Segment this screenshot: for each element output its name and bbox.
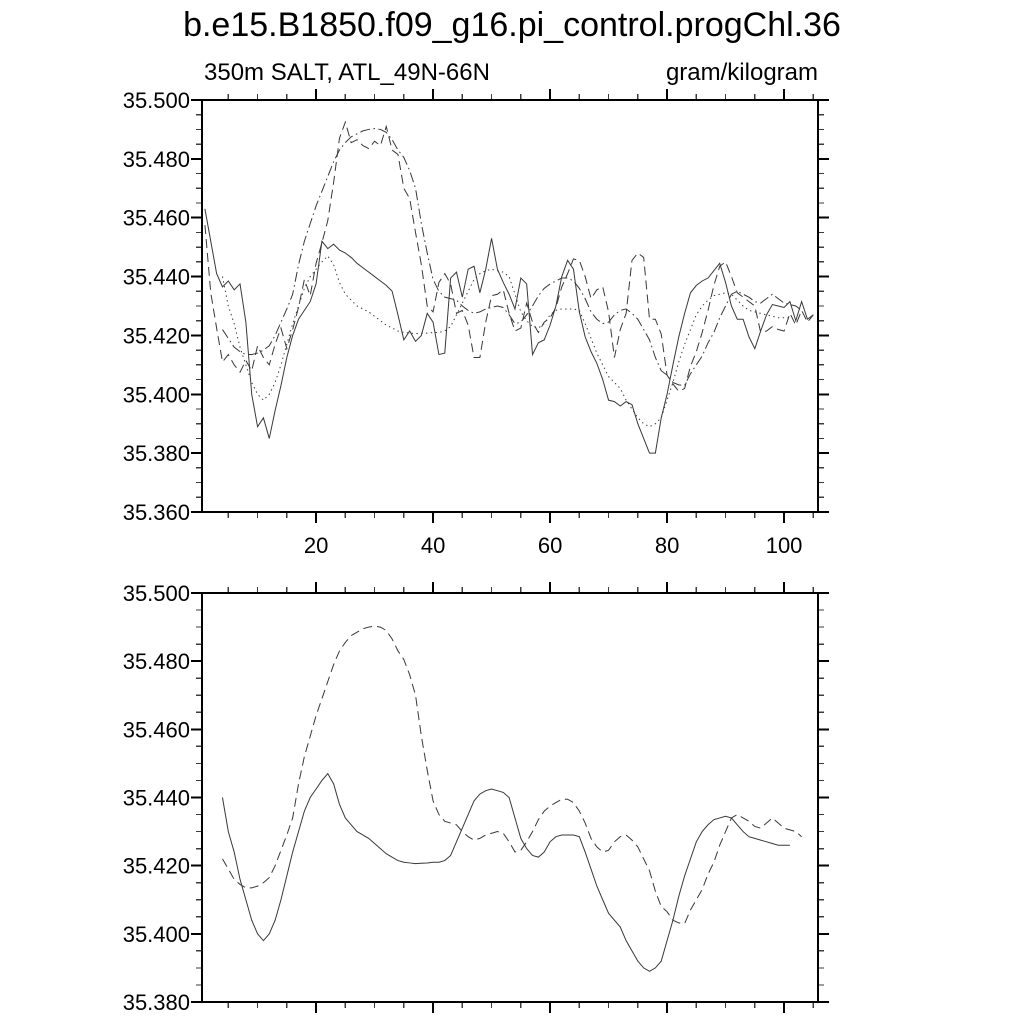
top-panel-y-tick-label: 35.380 (122, 441, 190, 467)
bottom-panel-y-tick-label: 35.400 (122, 921, 190, 947)
top-panel-series-case2-annual-line (205, 122, 813, 391)
page-title: b.e15.B1850.f09_g16.pi_control.progChl.36 (183, 6, 841, 44)
top-panel-y-tick-label: 35.500 (122, 88, 190, 113)
bottom-panel-series-case1-smoothed-line (222, 774, 789, 972)
subtitle-left: 350m SALT, ATL_49N-66N (204, 59, 490, 86)
top-panel-y-tick-label: 35.360 (122, 500, 190, 525)
top-panel-x-tick-label: 100 (765, 533, 803, 558)
bottom-panel-y-tick-label: 35.380 (122, 990, 190, 1015)
top-panel-tick-labels (123, 88, 803, 558)
bottom-panel-y-tick-label: 35.420 (122, 853, 190, 879)
top-panel-y-tick-label: 35.400 (122, 382, 190, 408)
top-panel-x-tick-label: 60 (537, 533, 563, 558)
bottom-panel-y-tick-label: 35.440 (122, 785, 190, 811)
top-panel-x-tick-label: 20 (303, 533, 329, 558)
top-panel-ticks (191, 89, 829, 523)
bottom-panel-y-tick-label: 35.500 (122, 581, 190, 606)
bottom-panel-y-tick-label: 35.480 (122, 649, 190, 675)
bottom-panel-series-case2-smoothed-line (222, 626, 801, 924)
top-panel-y-tick-label: 35.480 (122, 146, 190, 172)
top-panel-series (205, 122, 813, 453)
top-panel-series-case2-smoothed-line (222, 129, 801, 386)
top-panel-frame (202, 100, 818, 512)
top-panel-y-tick-label: 35.440 (122, 264, 190, 290)
top-panel-y-tick-label: 35.460 (122, 205, 190, 231)
top-panel-x-tick-label: 80 (654, 533, 680, 558)
subtitle-right-units: gram/kilogram (665, 59, 818, 86)
top-panel-series-case1-annual-line (205, 209, 813, 453)
bottom-panel (123, 581, 829, 1015)
bottom-panel-series (222, 626, 801, 971)
top-panel-y-tick-label: 35.420 (122, 323, 190, 349)
bottom-panel-ticks (191, 582, 829, 1013)
top-panel-x-tick-label: 40 (420, 533, 446, 558)
bottom-panel-y-tick-label: 35.460 (122, 717, 190, 743)
top-panel-series-case1-smoothed-line (222, 256, 789, 427)
top-panel (123, 88, 829, 558)
bottom-panel-frame (202, 593, 818, 1002)
bottom-panel-tick-labels (123, 581, 190, 1015)
